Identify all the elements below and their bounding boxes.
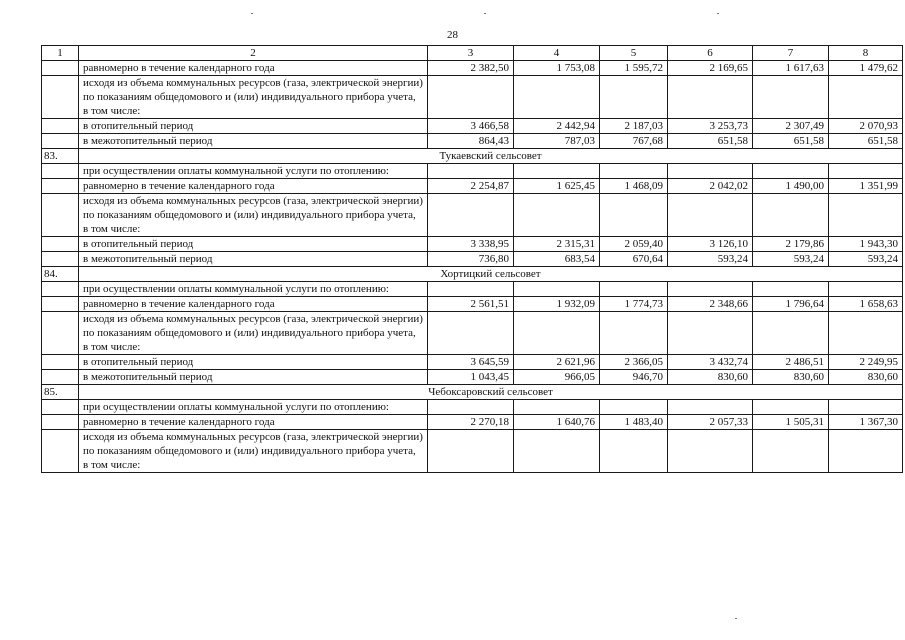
row-description: в отопительный период — [79, 119, 428, 134]
row-description: исходя из объема коммунальных ресурсов (газа, электрической энергии) по показаниям общедомового и (или) индивидуального прибора учета, в том числе: — [79, 312, 428, 355]
value-cell — [829, 76, 903, 119]
value-cell — [668, 164, 753, 179]
value-cell — [600, 430, 668, 473]
column-header: 7 — [753, 46, 829, 61]
row-index-cell — [42, 119, 79, 134]
value-cell — [600, 164, 668, 179]
value-cell — [753, 194, 829, 237]
row-index-cell — [42, 400, 79, 415]
value-cell: 830,60 — [753, 370, 829, 385]
value-cell — [829, 164, 903, 179]
value-cell: 1 595,72 — [600, 61, 668, 76]
value-cell — [428, 76, 514, 119]
value-cell: 683,54 — [514, 252, 600, 267]
value-cell: 3 466,58 — [428, 119, 514, 134]
value-cell: 1 640,76 — [514, 415, 600, 430]
section-number: 85. — [42, 385, 79, 400]
column-header-row — [42, 46, 903, 61]
row-index-cell — [42, 282, 79, 297]
section-title: Тукаевский сельсовет — [79, 149, 903, 164]
column-header: 3 — [428, 46, 514, 61]
section-row — [42, 385, 903, 400]
column-header: 2 — [79, 46, 428, 61]
value-cell: 1 483,40 — [600, 415, 668, 430]
row-description: равномерно в течение календарного года — [79, 415, 428, 430]
value-cell — [753, 282, 829, 297]
value-cell — [753, 164, 829, 179]
row-index-cell — [42, 194, 79, 237]
scan-speck — [251, 13, 253, 14]
value-cell: 767,68 — [600, 134, 668, 149]
value-cell — [428, 430, 514, 473]
row-description: равномерно в течение календарного года — [79, 61, 428, 76]
column-header: 1 — [42, 46, 79, 61]
value-cell: 1 490,00 — [753, 179, 829, 194]
row-description: в межотопительный период — [79, 370, 428, 385]
value-cell — [829, 430, 903, 473]
table-row — [42, 312, 903, 355]
section-row — [42, 149, 903, 164]
table-row — [42, 400, 903, 415]
value-cell: 2 169,65 — [668, 61, 753, 76]
value-cell: 1 505,31 — [753, 415, 829, 430]
value-cell: 1 625,45 — [514, 179, 600, 194]
value-cell — [514, 194, 600, 237]
section-row — [42, 267, 903, 282]
value-cell: 3 432,74 — [668, 355, 753, 370]
value-cell: 2 042,02 — [668, 179, 753, 194]
value-cell: 2 179,86 — [753, 237, 829, 252]
value-cell: 966,05 — [514, 370, 600, 385]
value-cell: 1 658,63 — [829, 297, 903, 312]
section-title: Чебоксаровский сельсовет — [79, 385, 903, 400]
value-cell: 2 348,66 — [668, 297, 753, 312]
section-number: 84. — [42, 267, 79, 282]
value-cell: 1 043,45 — [428, 370, 514, 385]
table-row — [42, 164, 903, 179]
row-description: при осуществлении оплаты коммунальной услуги по отоплению: — [79, 164, 428, 179]
row-description: исходя из объема коммунальных ресурсов (газа, электрической энергии) по показаниям общедомового и (или) индивидуального прибора учета, в том числе: — [79, 76, 428, 119]
value-cell — [600, 400, 668, 415]
value-cell — [514, 312, 600, 355]
value-cell: 593,24 — [753, 252, 829, 267]
row-index-cell — [42, 134, 79, 149]
row-description: в межотопительный период — [79, 134, 428, 149]
row-description: в отопительный период — [79, 355, 428, 370]
value-cell — [668, 282, 753, 297]
table-row — [42, 370, 903, 385]
value-cell: 670,64 — [600, 252, 668, 267]
value-cell — [753, 312, 829, 355]
value-cell — [514, 400, 600, 415]
table-row — [42, 430, 903, 473]
value-cell: 787,03 — [514, 134, 600, 149]
value-cell — [668, 400, 753, 415]
row-description: в отопительный период — [79, 237, 428, 252]
row-description: исходя из объема коммунальных ресурсов (газа, электрической энергии) по показаниям общедомового и (или) индивидуального прибора учета, в том числе: — [79, 430, 428, 473]
table-row — [42, 355, 903, 370]
value-cell: 3 126,10 — [668, 237, 753, 252]
row-index-cell — [42, 252, 79, 267]
value-cell: 1 943,30 — [829, 237, 903, 252]
row-index-cell — [42, 355, 79, 370]
value-cell — [668, 194, 753, 237]
section-title: Хортицкий сельсовет — [79, 267, 903, 282]
row-description: исходя из объема коммунальных ресурсов (газа, электрической энергии) по показаниям общедомового и (или) индивидуального прибора учета, в том числе: — [79, 194, 428, 237]
table-row — [42, 194, 903, 237]
table-row — [42, 297, 903, 312]
value-cell: 2 070,93 — [829, 119, 903, 134]
value-cell: 736,80 — [428, 252, 514, 267]
row-index-cell — [42, 312, 79, 355]
value-cell — [428, 282, 514, 297]
value-cell: 2 315,31 — [514, 237, 600, 252]
table-row — [42, 134, 903, 149]
tariff-table — [41, 45, 903, 473]
value-cell: 1 774,73 — [600, 297, 668, 312]
table-row — [42, 61, 903, 76]
value-cell: 1 932,09 — [514, 297, 600, 312]
value-cell — [428, 312, 514, 355]
row-index-cell — [42, 297, 79, 312]
value-cell — [514, 282, 600, 297]
value-cell: 830,60 — [829, 370, 903, 385]
value-cell: 2 561,51 — [428, 297, 514, 312]
table-row — [42, 415, 903, 430]
value-cell — [514, 430, 600, 473]
value-cell — [829, 194, 903, 237]
value-cell: 2 442,94 — [514, 119, 600, 134]
value-cell — [600, 282, 668, 297]
value-cell: 651,58 — [829, 134, 903, 149]
scan-speck — [484, 13, 486, 14]
value-cell — [428, 194, 514, 237]
value-cell: 2 249,95 — [829, 355, 903, 370]
table-row — [42, 179, 903, 194]
row-index-cell — [42, 179, 79, 194]
value-cell: 1 479,62 — [829, 61, 903, 76]
value-cell — [829, 312, 903, 355]
row-description: равномерно в течение календарного года — [79, 179, 428, 194]
value-cell: 1 617,63 — [753, 61, 829, 76]
row-description: при осуществлении оплаты коммунальной услуги по отоплению: — [79, 400, 428, 415]
value-cell: 2 366,05 — [600, 355, 668, 370]
value-cell: 2 057,33 — [668, 415, 753, 430]
value-cell: 3 645,59 — [428, 355, 514, 370]
value-cell: 651,58 — [753, 134, 829, 149]
value-cell: 1 796,64 — [753, 297, 829, 312]
value-cell — [668, 76, 753, 119]
value-cell — [753, 76, 829, 119]
value-cell: 2 270,18 — [428, 415, 514, 430]
value-cell: 2 187,03 — [600, 119, 668, 134]
value-cell: 1 468,09 — [600, 179, 668, 194]
value-cell — [428, 164, 514, 179]
row-index-cell — [42, 76, 79, 119]
column-header: 8 — [829, 46, 903, 61]
table-row — [42, 119, 903, 134]
value-cell: 2 486,51 — [753, 355, 829, 370]
row-description: равномерно в течение календарного года — [79, 297, 428, 312]
value-cell — [829, 282, 903, 297]
value-cell: 830,60 — [668, 370, 753, 385]
row-index-cell — [42, 61, 79, 76]
table-row — [42, 282, 903, 297]
section-number: 83. — [42, 149, 79, 164]
value-cell: 2 307,49 — [753, 119, 829, 134]
table-row — [42, 237, 903, 252]
value-cell — [668, 312, 753, 355]
value-cell: 2 059,40 — [600, 237, 668, 252]
value-cell — [668, 430, 753, 473]
scan-speck — [735, 618, 737, 619]
table-row — [42, 76, 903, 119]
value-cell — [600, 312, 668, 355]
value-cell: 864,43 — [428, 134, 514, 149]
row-index-cell — [42, 370, 79, 385]
value-cell: 1 753,08 — [514, 61, 600, 76]
row-description: в межотопительный период — [79, 252, 428, 267]
row-description: при осуществлении оплаты коммунальной услуги по отоплению: — [79, 282, 428, 297]
row-index-cell — [42, 415, 79, 430]
value-cell — [829, 400, 903, 415]
table-row — [42, 252, 903, 267]
column-header: 6 — [668, 46, 753, 61]
scan-speck — [717, 13, 719, 14]
column-header: 5 — [600, 46, 668, 61]
value-cell: 946,70 — [600, 370, 668, 385]
row-index-cell — [42, 164, 79, 179]
value-cell: 3 253,73 — [668, 119, 753, 134]
value-cell — [514, 76, 600, 119]
value-cell — [600, 76, 668, 119]
value-cell — [428, 400, 514, 415]
value-cell: 2 382,50 — [428, 61, 514, 76]
value-cell: 2 621,96 — [514, 355, 600, 370]
row-index-cell — [42, 237, 79, 252]
value-cell — [753, 430, 829, 473]
page-number: 28 — [447, 29, 458, 41]
value-cell: 2 254,87 — [428, 179, 514, 194]
value-cell — [514, 164, 600, 179]
value-cell: 1 351,99 — [829, 179, 903, 194]
value-cell — [600, 194, 668, 237]
value-cell: 3 338,95 — [428, 237, 514, 252]
value-cell — [753, 400, 829, 415]
value-cell: 1 367,30 — [829, 415, 903, 430]
value-cell: 593,24 — [668, 252, 753, 267]
value-cell: 593,24 — [829, 252, 903, 267]
value-cell: 651,58 — [668, 134, 753, 149]
row-index-cell — [42, 430, 79, 473]
column-header: 4 — [514, 46, 600, 61]
